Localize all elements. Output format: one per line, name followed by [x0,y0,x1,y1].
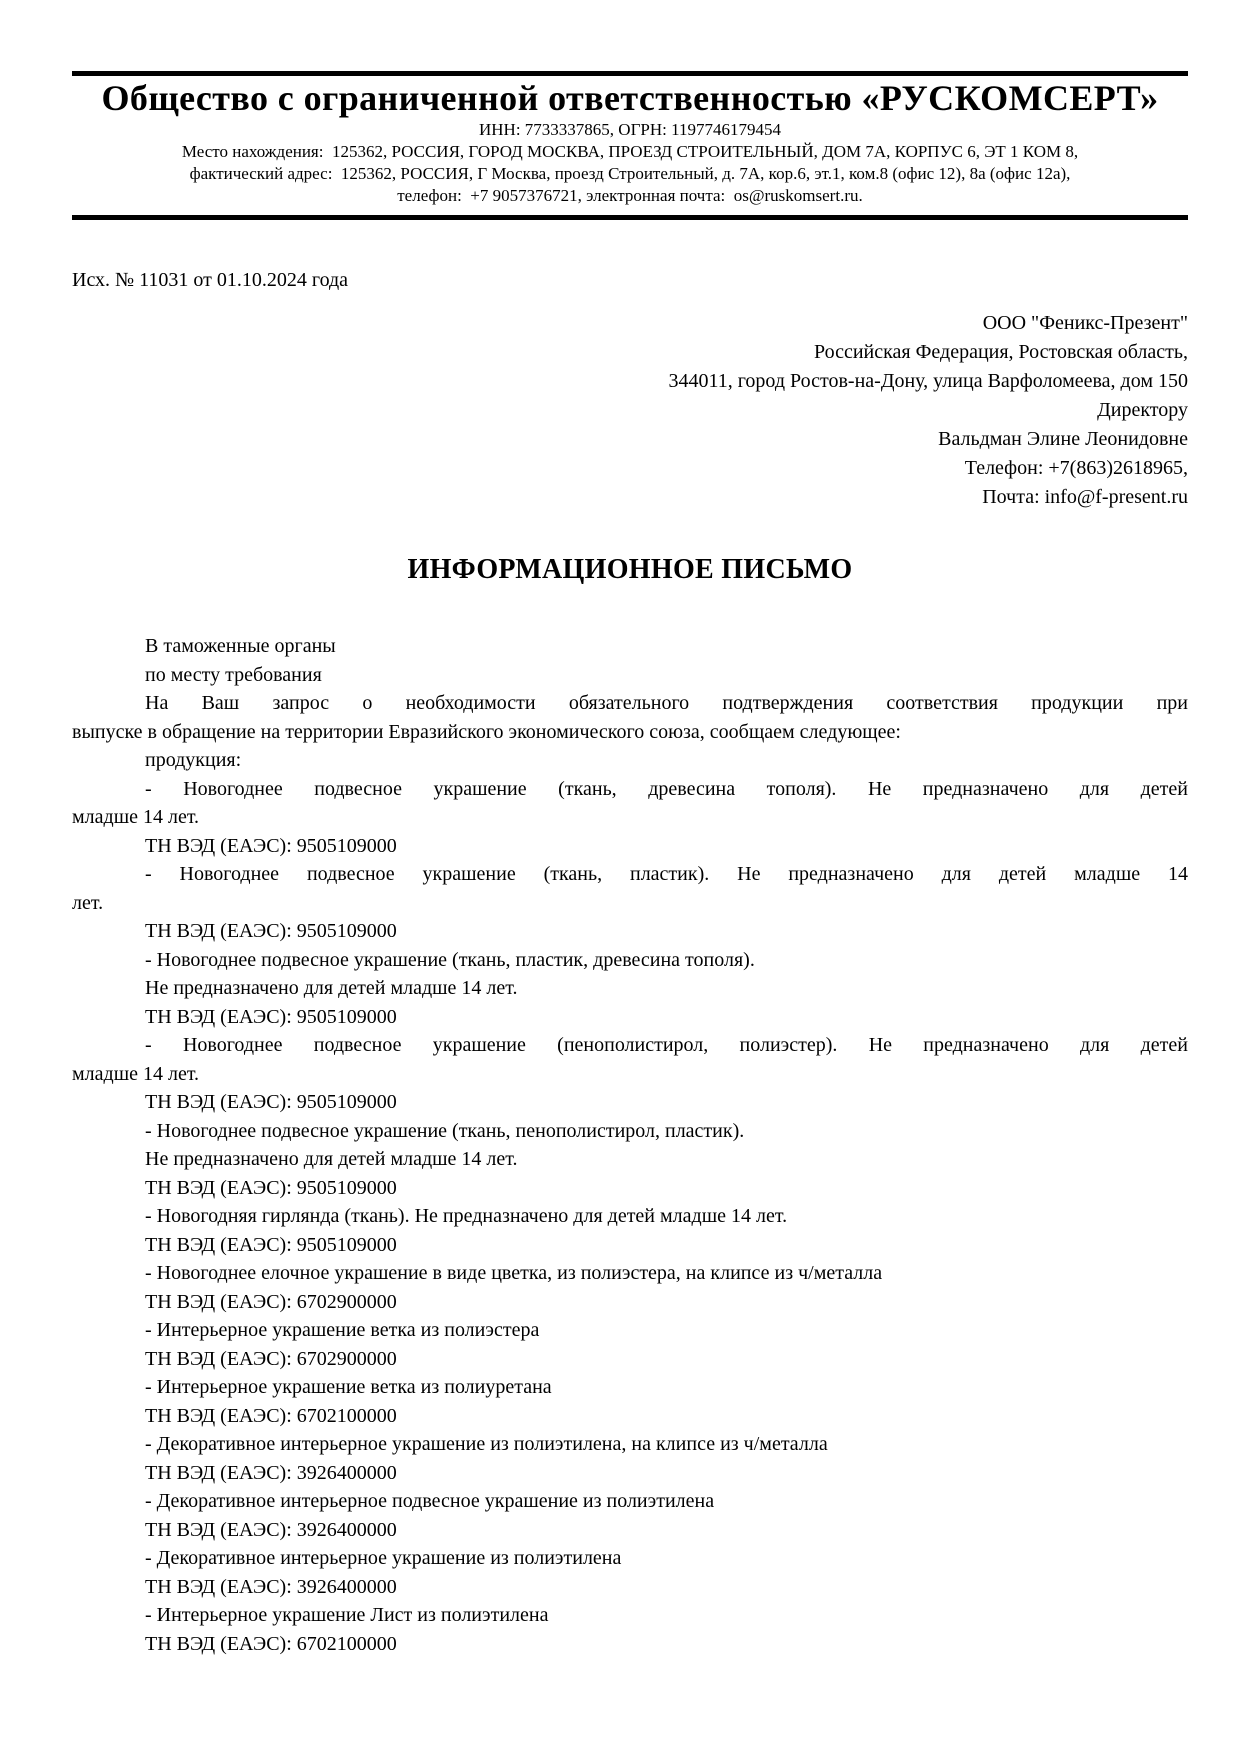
body-line: Не предназначено для детей младше 14 лет. [145,977,518,999]
letter-title: ИНФОРМАЦИОННОЕ ПИСЬМО [407,554,853,585]
recipient-line: 344011, город Ростов-на-Дону, улица Варфоломеева, дом 150 [668,370,1188,392]
org-name: Общество с ограниченной ответственностью «РУСКОМСЕРТ» [101,78,1159,118]
letterhead-rule-top [72,71,1188,76]
outgoing-ref: Исх. № 11031 от 01.10.2024 года [72,269,349,291]
recipient-line: Телефон: +7(863)2618965, [964,457,1188,479]
recipient-line: Российская Федерация, Ростовская область, [813,341,1188,363]
recipient-line: Директору [1097,399,1188,421]
body-line: - Новогоднее подвесное украшение (ткань, древесина тополя). Не предназначено для детей [145,777,1188,800]
body-line: - Новогоднее елочное украшение в виде цветка, из полиэстера, на клипсе из ч/металла [145,1262,883,1284]
recipient-line: ООО "Феникс-Презент" [982,312,1188,334]
letterhead-info [72,119,1188,207]
body-line: по месту требования [145,663,322,686]
letterhead-rule-bottom [72,215,1188,220]
body-line: ТН ВЭД (ЕАЭС): 6702900000 [145,1347,397,1370]
body-line: ТН ВЭД (ЕАЭС): 9505109000 [145,834,397,857]
body-line: ТН ВЭД (ЕАЭС): 9505109000 [145,1176,397,1199]
letterhead-info-line: фактический адрес: 125362, РОССИЯ, Г Москва, проезд Строительный, д. 7А, кор.6, эт.1, ком.8 (офис 12), 8а (офис 12а), [189,164,1071,183]
letterhead-info-line: ИНН: 7733337865, ОГРН: 1197746179454 [479,120,781,139]
body-line: ТН ВЭД (ЕАЭС): 6702900000 [145,1290,397,1313]
body-line: лет. [72,891,104,914]
body-line: ТН ВЭД (ЕАЭС): 9505109000 [145,1091,397,1113]
body-line: ТН ВЭД (ЕАЭС): 6702100000 [145,1404,397,1427]
body-line: младше 14 лет. [72,806,200,828]
body-line: - Декоративное интерьерное украшение из полиэтилена [145,1547,622,1569]
body-line: ТН ВЭД (ЕАЭС): 9505109000 [145,920,397,942]
body-line: На Ваш запрос о необходимости обязательного подтверждения соответствия продукции при [145,692,1188,714]
body-line: Не предназначено для детей младше 14 лет. [145,1148,518,1170]
recipient-block [72,309,1188,512]
body-line: - Новогоднее подвесное украшение (ткань, пенополистирол, пластик). [145,1119,745,1142]
body-line: - Декоративное интерьерное подвесное украшение из полиэтилена [145,1490,715,1512]
body-line: - Интерьерное украшение ветка из полиэстера [145,1319,540,1341]
body-line: выпуске в обращение на территории Евразийского экономического союза, сообщаем следующее: [72,720,901,743]
recipient-line: Почта: info@f-present.ru [982,486,1188,508]
body-line: - Новогоднее подвесное украшение (ткань, пластик). Не предназначено для детей младше 14 [145,863,1188,885]
body-line: - Новогоднее подвесное украшение (ткань, пластик, древесина тополя). [145,948,755,971]
body-line: ТН ВЭД (ЕАЭС): 3926400000 [145,1575,397,1598]
body-line: продукция: [145,749,242,771]
recipient-line: Вальдман Элине Леонидовне [938,428,1188,450]
body-line: ТН ВЭД (ЕАЭС): 9505109000 [145,1233,397,1256]
letterhead-info-line: Место нахождения: 125362, РОССИЯ, ГОРОД МОСКВА, ПРОЕЗД СТРОИТЕЛЬНЫЙ, ДОМ 7А, КОРПУС 6, ЭТ 1 КОМ 8, [181,142,1079,161]
body-line: - Декоративное интерьерное украшение из полиэтилена, на клипсе из ч/металла [145,1433,828,1455]
body-line: ТН ВЭД (ЕАЭС): 3926400000 [145,1461,397,1484]
body-line: ТН ВЭД (ЕАЭС): 9505109000 [145,1005,397,1028]
letterhead-info-line: телефон: +7 9057376721, электронная почта: os@ruskomsert.ru. [397,186,863,205]
body-line: младше 14 лет. [72,1062,200,1085]
body-line: ТН ВЭД (ЕАЭС): 6702100000 [145,1632,397,1655]
body-line: ТН ВЭД (ЕАЭС): 3926400000 [145,1518,397,1541]
body-line: - Новогодняя гирлянда (ткань). Не предназначено для детей младше 14 лет. [145,1205,788,1227]
body-line: В таможенные органы [145,635,336,657]
body-line: - Новогоднее подвесное украшение (пенополистирол, полиэстер). Не предназначено для детей [145,1034,1188,1056]
letter-body [72,632,1188,1658]
body-line: - Интерьерное украшение Лист из полиэтилена [145,1604,549,1626]
body-line: - Интерьерное украшение ветка из полиуретана [145,1376,552,1398]
